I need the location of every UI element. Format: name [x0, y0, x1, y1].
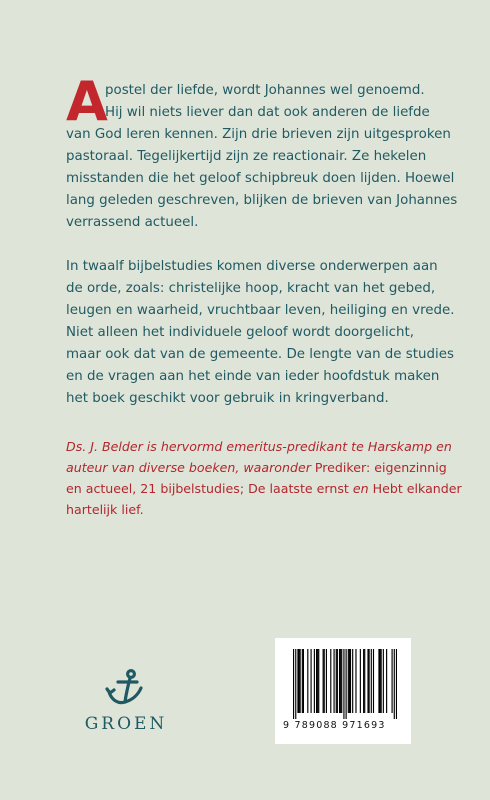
barcode-bar	[307, 649, 308, 713]
barcode-bar	[386, 649, 387, 713]
barcode-bar	[348, 649, 349, 713]
author-line: Ds. J. Belder is hervormd emeritus-predikant te Harskamp en	[66, 439, 452, 454]
author-bio	[66, 436, 462, 520]
studies-line: leugen en waarheid, vruchtbaar leven, heiliging en vrede.	[66, 303, 455, 318]
publisher-name: GROEN	[84, 714, 168, 734]
barcode-bar	[336, 649, 337, 713]
barcode-bar	[394, 649, 395, 719]
author-line	[66, 478, 462, 499]
barcode-bar	[396, 649, 397, 719]
studies-line: In twaalf bijbelstudies komen diverse onderwerpen aan	[66, 259, 438, 274]
barcode-bar	[330, 649, 331, 713]
barcode-bar	[340, 649, 341, 713]
barcode-bar	[346, 649, 347, 719]
book-title: hartelijk lief.	[66, 502, 144, 517]
barcode-bar	[295, 649, 296, 719]
barcode-bar	[364, 649, 365, 713]
author-text: auteur van diverse boeken, waaronder	[66, 460, 315, 475]
barcode-bar	[293, 649, 294, 719]
barcode-bar	[323, 649, 324, 713]
intro-line: verrassend actueel.	[66, 215, 199, 230]
barcode-bar	[373, 649, 374, 713]
barcode-bar	[339, 649, 340, 713]
barcode-bar	[350, 649, 351, 713]
barcode-bar	[334, 649, 335, 713]
barcode-bar	[392, 649, 393, 713]
studies-line: de orde, zoals: christelijke hoop, kracht van het gebed,	[66, 281, 436, 296]
barcode-bar	[381, 649, 382, 713]
barcode-bar	[363, 649, 364, 713]
barcode-bar	[378, 649, 379, 713]
studies-line: en de vragen aan het einde van ieder hoofdstuk maken	[66, 369, 440, 384]
barcode-bar	[360, 649, 361, 713]
barcode-bar	[371, 649, 372, 713]
barcode-bar	[311, 649, 312, 713]
intro-line: pastoraal. Tegelijkertijd zijn ze reactionair. Ze hekelen	[66, 149, 427, 164]
barcode-bar	[297, 649, 298, 713]
barcode-bar	[314, 649, 315, 713]
studies-line: Niet alleen het individuele geloof wordt doorgelicht,	[66, 325, 415, 340]
studies-line: maar ook dat van de gemeente. De lengte van de studies	[66, 347, 454, 362]
intro-paragraph	[66, 70, 458, 234]
isbn-number: 9 789088 971693	[283, 720, 386, 731]
barcode-bar	[302, 649, 303, 713]
studies-line: het boek geschikt voor gebruik in kringverband.	[66, 391, 389, 406]
author-line	[66, 457, 446, 478]
anchor-icon	[104, 668, 148, 708]
book-title: De laatste ernst	[248, 481, 349, 496]
intro-line: lang geleden geschreven, blijken de brieven van Johannes	[66, 193, 458, 208]
barcode-bar	[367, 649, 368, 713]
barcode-bar	[349, 649, 350, 713]
barcode-bar	[369, 649, 370, 713]
barcode-bars	[293, 649, 397, 719]
barcode-bar	[303, 649, 304, 713]
barcode-bar	[324, 649, 325, 713]
intro-line: misstanden die het geloof schipbreuk doen lijden. Hoewel	[66, 171, 455, 186]
barcode-bar	[343, 649, 344, 719]
barcode-bar	[341, 649, 342, 713]
publisher-logo	[76, 668, 176, 734]
drop-cap: A	[66, 70, 108, 133]
barcode-bar	[298, 649, 299, 713]
book-title: Prediker: eigenzinnig	[314, 460, 447, 475]
barcode-bar	[318, 649, 319, 713]
intro-line: Hij wil niets liever dan dat ook anderen de liefde	[105, 105, 430, 120]
intro-line: postel der liefde, wordt Johannes wel genoemd.	[105, 83, 425, 98]
barcode-bar	[383, 649, 384, 713]
isbn-barcode	[275, 638, 411, 744]
back-cover-text	[66, 70, 462, 520]
barcode-bar	[337, 649, 338, 713]
author-text: ;	[239, 481, 249, 496]
barcode-bar	[352, 649, 353, 713]
barcode-bar	[326, 649, 327, 713]
barcode-bar	[317, 649, 318, 713]
barcode-bar	[300, 649, 301, 713]
author-text: en	[348, 481, 373, 496]
barcode-bar	[355, 649, 356, 713]
book-title: en actueel, 21 bijbelstudies	[66, 481, 240, 496]
book-title: Hebt elkander	[372, 481, 462, 496]
intro-line: van God leren kennen. Zijn drie brieven zijn uitgesproken	[66, 127, 451, 142]
barcode-bar	[379, 649, 380, 713]
barcode-bar	[316, 649, 317, 713]
studies-paragraph	[66, 256, 455, 410]
